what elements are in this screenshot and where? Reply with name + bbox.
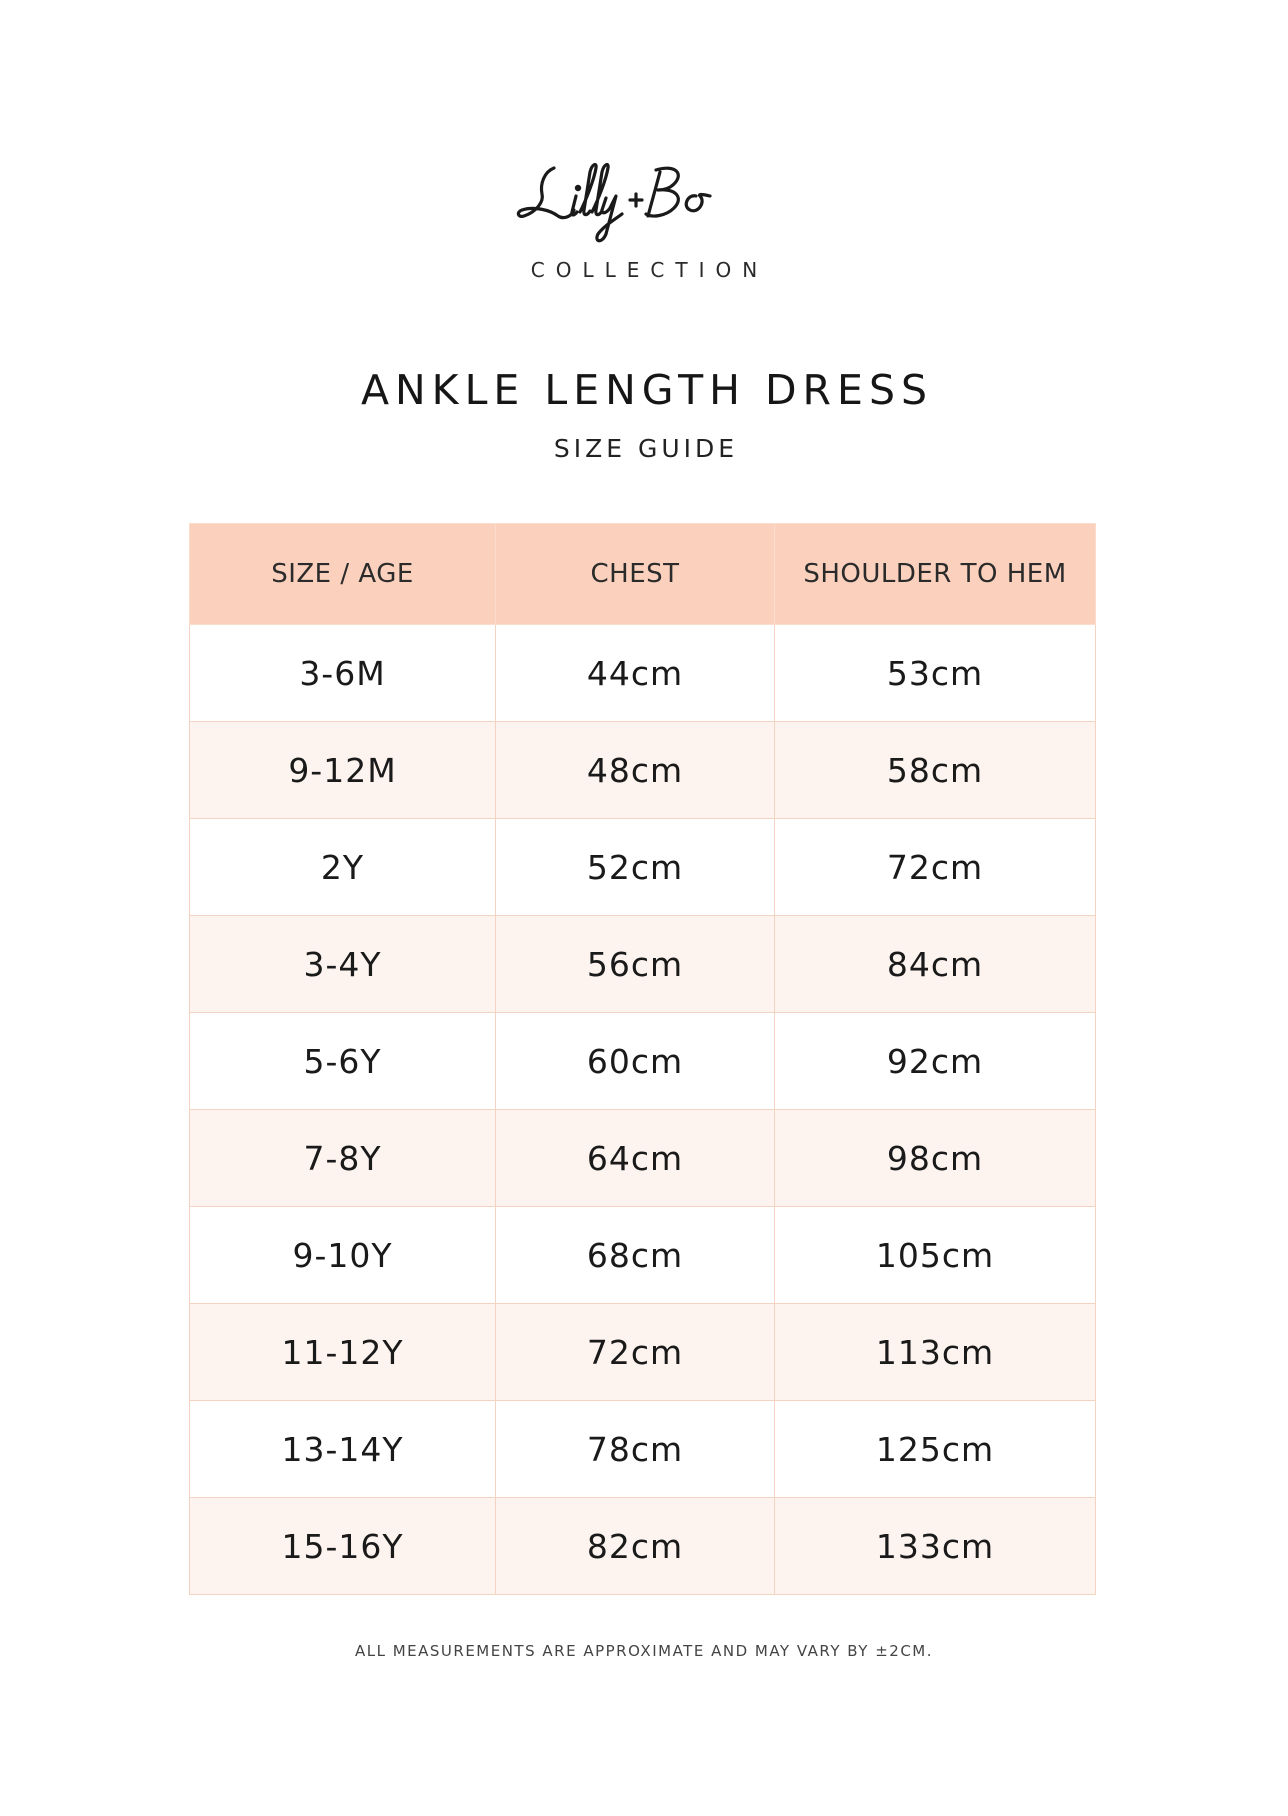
hem-cell: 92cm [775, 1013, 1096, 1110]
size-cell: 11-12Y [190, 1304, 496, 1401]
table-row [190, 1401, 1096, 1498]
size-cell: 15-16Y [190, 1498, 496, 1595]
chest-cell: 72cm [496, 1304, 775, 1401]
hem-cell: 53cm [775, 625, 1096, 722]
table-row [190, 1110, 1096, 1207]
page-subtitle: SIZE GUIDE [553, 434, 739, 463]
table-row [190, 625, 1096, 722]
chest-cell: 82cm [496, 1498, 775, 1595]
brand-logo [0, 150, 1288, 250]
table-row [190, 1304, 1096, 1401]
header-shoulder-to-hem: SHOULDER TO HEM [775, 524, 1096, 625]
hem-cell: 84cm [775, 916, 1096, 1013]
header-size-age: SIZE / AGE [190, 524, 496, 625]
table-row [190, 1207, 1096, 1304]
collection-label: COLLECTION [530, 258, 769, 282]
chest-cell: 64cm [496, 1110, 775, 1207]
measurement-footnote: ALL MEASUREMENTS ARE APPROXIMATE AND MAY VARY BY ±2CM. [354, 1642, 934, 1660]
size-cell: 9-10Y [190, 1207, 496, 1304]
size-cell: 3-6M [190, 625, 496, 722]
table-header-row [190, 524, 1096, 625]
table-row [190, 1013, 1096, 1110]
hem-cell: 113cm [775, 1304, 1096, 1401]
hem-cell: 72cm [775, 819, 1096, 916]
chest-cell: 44cm [496, 625, 775, 722]
size-cell: 5-6Y [190, 1013, 496, 1110]
chest-cell: 52cm [496, 819, 775, 916]
hem-cell: 133cm [775, 1498, 1096, 1595]
hem-cell: 105cm [775, 1207, 1096, 1304]
hem-cell: 58cm [775, 722, 1096, 819]
header-chest: CHEST [496, 524, 775, 625]
chest-cell: 78cm [496, 1401, 775, 1498]
hem-cell: 98cm [775, 1110, 1096, 1207]
page-title: ANKLE LENGTH DRESS [360, 366, 934, 414]
chest-cell: 56cm [496, 916, 775, 1013]
table-row [190, 916, 1096, 1013]
chest-cell: 68cm [496, 1207, 775, 1304]
size-table [189, 523, 1096, 1595]
size-cell: 13-14Y [190, 1401, 496, 1498]
table-row [190, 1498, 1096, 1595]
size-cell: 9-12M [190, 722, 496, 819]
size-cell: 2Y [190, 819, 496, 916]
hem-cell: 125cm [775, 1401, 1096, 1498]
chest-cell: 48cm [496, 722, 775, 819]
lilly-bo-logo-icon [514, 150, 774, 250]
size-cell: 7-8Y [190, 1110, 496, 1207]
table-row [190, 819, 1096, 916]
size-cell: 3-4Y [190, 916, 496, 1013]
chest-cell: 60cm [496, 1013, 775, 1110]
table-row [190, 722, 1096, 819]
